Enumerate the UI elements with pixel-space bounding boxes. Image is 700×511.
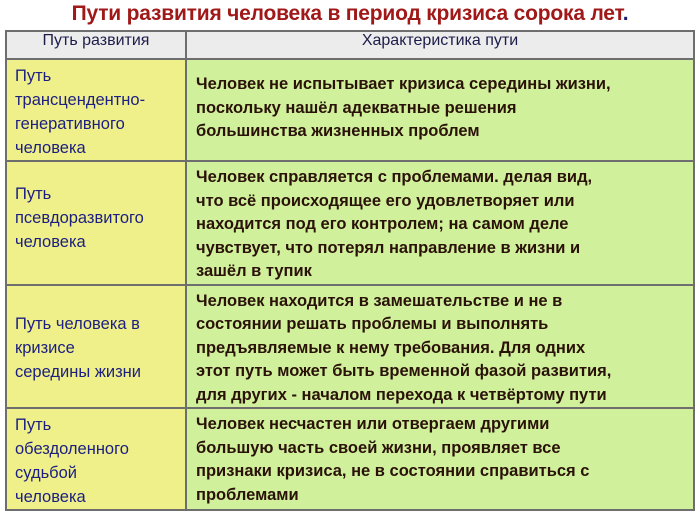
description-cell bbox=[186, 285, 694, 409]
path-cell bbox=[6, 285, 186, 409]
description-line: для других - началом перехода к четвёртому пути bbox=[196, 385, 607, 404]
description-line: Человек не испытывает кризиса середины жизни, bbox=[196, 75, 611, 93]
description-line: Человек справляется с проблемами. делая вид, bbox=[196, 168, 593, 186]
path-line: Путь человека в bbox=[15, 314, 140, 333]
description-line: чувствует, что потерял направление в жизни и bbox=[196, 238, 581, 257]
path-line: генеративного bbox=[15, 115, 125, 133]
table-row bbox=[6, 59, 694, 161]
description-line: поскольку нашёл адекватные решения bbox=[196, 98, 517, 117]
crisis-paths-table bbox=[5, 30, 695, 511]
path-line: Путь bbox=[15, 67, 52, 85]
path-line: человека bbox=[15, 233, 86, 251]
description-line: этот путь может быть временной фазой развития, bbox=[196, 362, 612, 380]
path-line: человека bbox=[15, 488, 86, 506]
path-line: судьбой bbox=[15, 464, 78, 482]
description-line: проблемами bbox=[196, 485, 299, 504]
page-title-period: . bbox=[622, 2, 629, 25]
table-header-row bbox=[6, 31, 694, 59]
description-line: что всё происходящее его удовлетворяет или bbox=[196, 191, 575, 210]
description-line: состоянии решать проблемы и выполнять bbox=[196, 315, 549, 333]
table-row bbox=[6, 408, 694, 510]
description-line: Человек находится в замешательстве и не в bbox=[196, 291, 563, 310]
description-line: большинства жизненных проблем bbox=[196, 122, 480, 140]
path-line: трансцендентно- bbox=[15, 91, 146, 109]
path-line: обездоленного bbox=[15, 440, 129, 458]
path-line: Путь bbox=[15, 185, 52, 203]
description-line: зашёл в тупик bbox=[196, 262, 312, 280]
page-title bbox=[0, 2, 700, 26]
description-line: большую часть своей жизни, проявляет все bbox=[196, 438, 561, 457]
description-line: находится под его контролем; на самом деле bbox=[196, 215, 569, 233]
description-cell bbox=[186, 59, 694, 161]
table-row bbox=[6, 285, 694, 409]
path-cell bbox=[6, 59, 186, 161]
description-line: предъявляемые к нему требования. Для одних bbox=[196, 338, 586, 357]
path-line: человека bbox=[15, 139, 86, 157]
path-line: Путь bbox=[15, 416, 52, 434]
path-line: кризисе bbox=[15, 338, 75, 357]
page-title-text: Пути развития человека в период кризиса сорока лет bbox=[71, 2, 623, 25]
table-row bbox=[6, 161, 694, 285]
path-cell bbox=[6, 161, 186, 285]
header-characteristic: Характеристика пути bbox=[186, 31, 694, 59]
description-cell bbox=[186, 408, 694, 510]
path-line: псевдоразвитого bbox=[15, 209, 144, 227]
description-cell bbox=[186, 161, 694, 285]
header-path: Путь развития bbox=[6, 31, 186, 59]
path-cell bbox=[6, 408, 186, 510]
path-line: середины жизни bbox=[15, 362, 141, 381]
description-line: признаки кризиса, не в состоянии справиться с bbox=[196, 462, 590, 480]
description-line: Человек несчастен или отвергаем другими bbox=[196, 415, 550, 433]
